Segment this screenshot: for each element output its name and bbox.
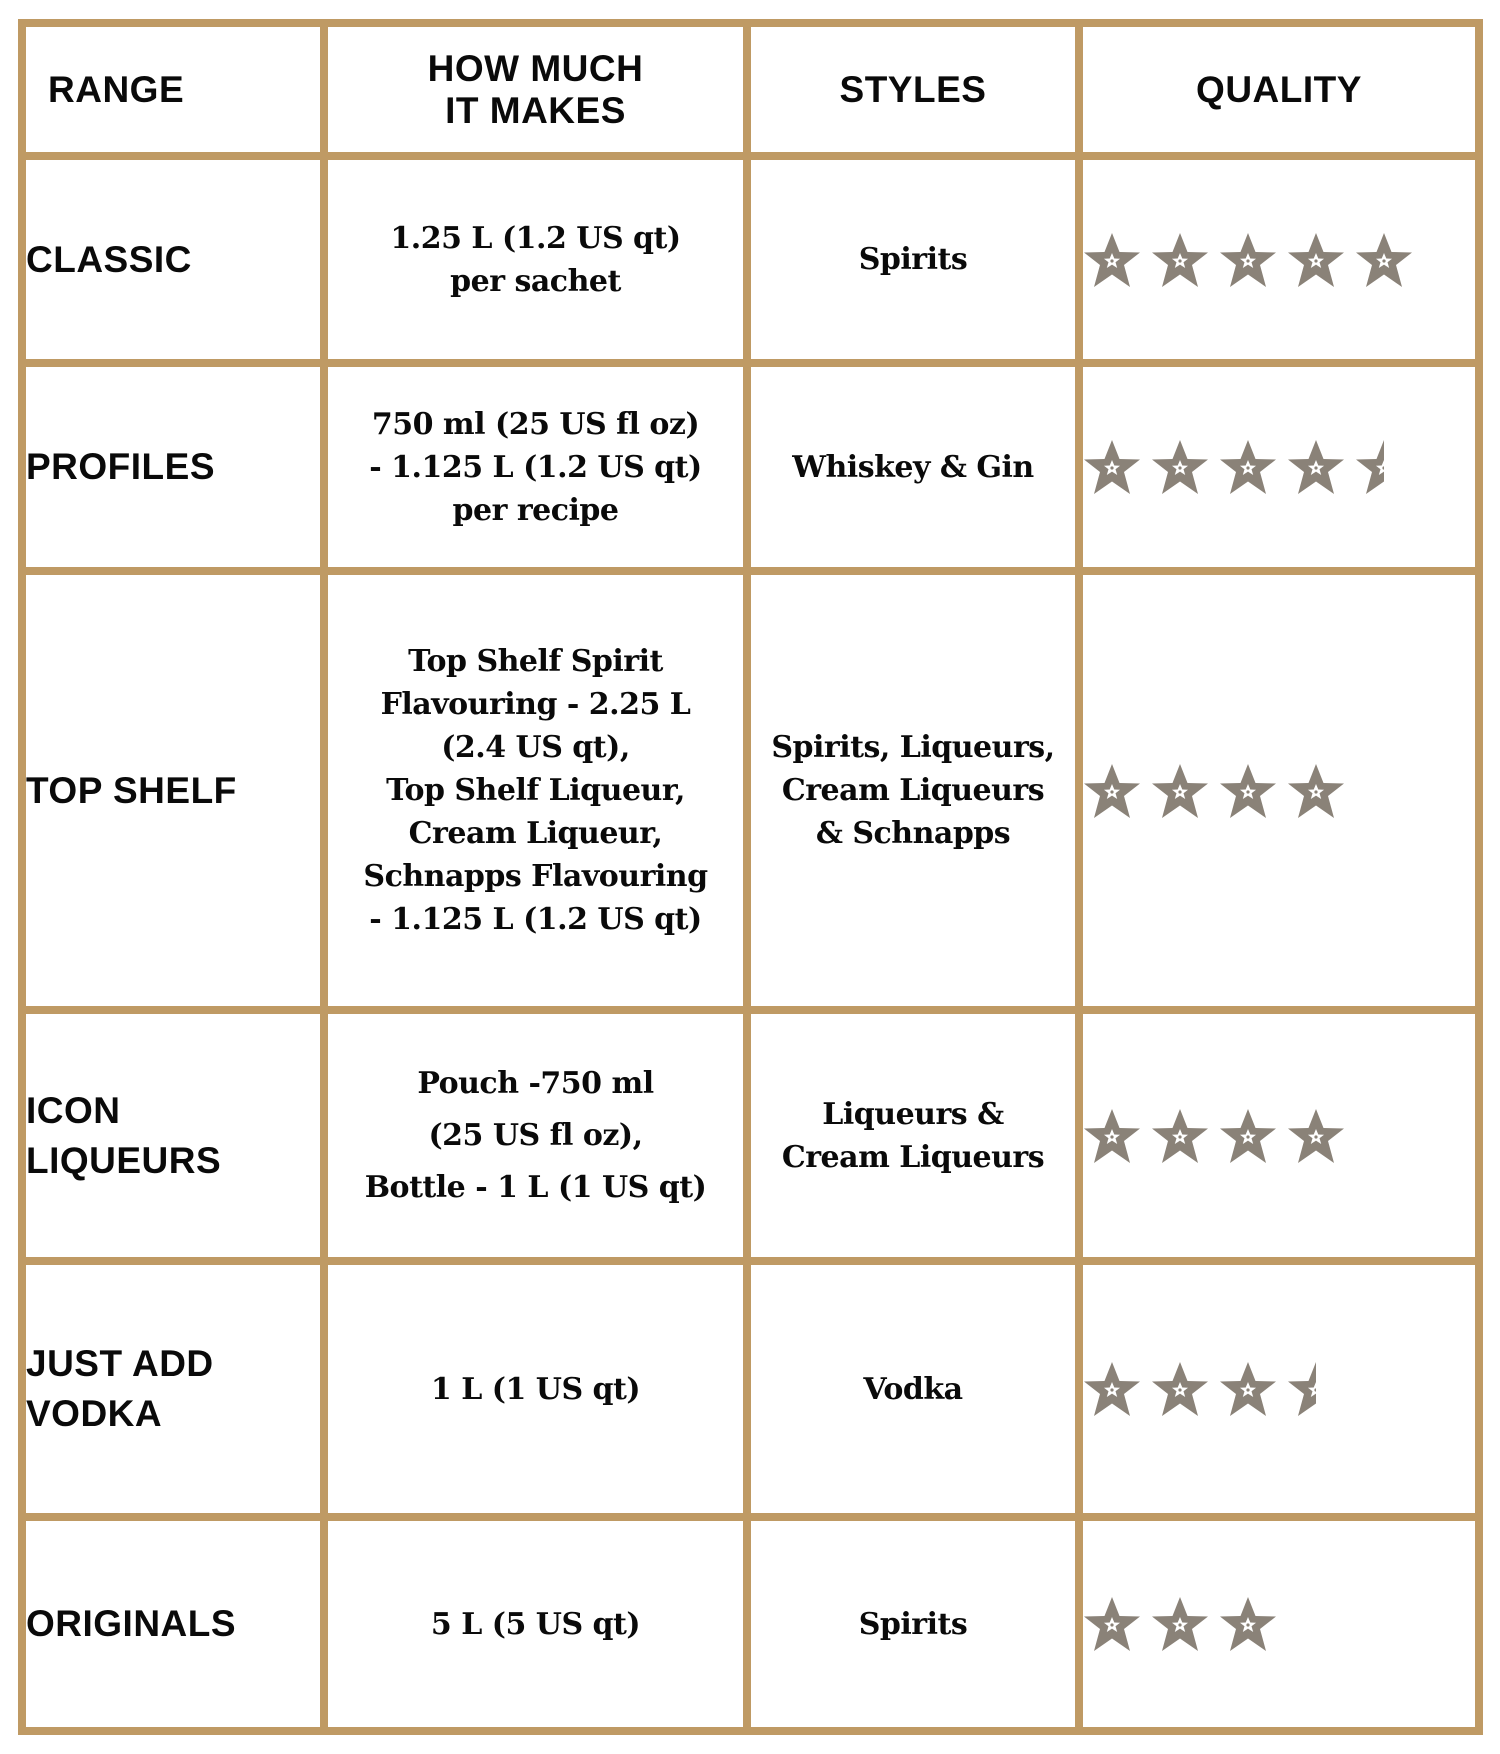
range-name: VODKA <box>26 1393 163 1434</box>
styles-cell <box>747 1261 1079 1517</box>
range-name-cell <box>22 1261 324 1517</box>
header-quality <box>1079 23 1479 156</box>
styles-text: & Schnapps <box>815 816 1011 851</box>
styles-text: Cream Liqueurs <box>781 1139 1045 1175</box>
table-row <box>22 363 1479 571</box>
how-much-text: 1.25 L (1.2 US qt) <box>390 220 681 256</box>
range-name: JUST ADD <box>26 1343 214 1384</box>
how-much-text: 1 L (1 US qt) <box>430 1371 641 1407</box>
star-icon <box>1083 439 1141 495</box>
how-much-text: Schnapps Flavouring <box>363 859 708 894</box>
star-icon <box>1287 439 1345 495</box>
header-how-much-line1: HOW MUCH <box>427 47 644 89</box>
styles-cell <box>747 1517 1079 1731</box>
how-much-text: Flavouring - 2.25 L <box>380 687 691 722</box>
star-icon <box>1355 232 1413 288</box>
quality-rating <box>1079 1261 1479 1517</box>
how-much-text: Pouch -750 ml <box>417 1065 654 1101</box>
styles-text: Spirits <box>858 242 968 277</box>
styles-text: Vodka <box>863 1371 963 1407</box>
header-row <box>22 23 1479 156</box>
how-much-text: per sachet <box>450 263 621 299</box>
how-much-text: 5 L (5 US qt) <box>430 1606 641 1642</box>
styles-text: Spirits, Liqueurs, <box>771 730 1055 765</box>
star-icon <box>1219 1361 1277 1417</box>
how-much-cell <box>324 363 747 571</box>
how-much-text: per recipe <box>452 492 619 528</box>
how-much-text: Top Shelf Liqueur, <box>386 773 685 808</box>
star-icon <box>1287 763 1345 819</box>
star-icon <box>1083 1108 1141 1164</box>
star-icon <box>1151 439 1209 495</box>
table-row <box>22 1517 1479 1731</box>
star-icon <box>1219 763 1277 819</box>
half-star-icon <box>1355 439 1384 495</box>
how-much-cell <box>324 1261 747 1517</box>
styles-cell <box>747 363 1079 571</box>
star-icon <box>1219 1108 1277 1164</box>
how-much-cell <box>324 1517 747 1731</box>
quality-rating <box>1079 1517 1479 1731</box>
styles-cell <box>747 156 1079 363</box>
range-name: TOP SHELF <box>26 769 237 811</box>
table-row <box>22 156 1479 363</box>
star-icon <box>1219 232 1277 288</box>
styles-cell <box>747 1010 1079 1261</box>
range-name: LIQUEURS <box>26 1139 222 1181</box>
star-icon <box>1083 1361 1141 1417</box>
range-name: CLASSIC <box>26 238 192 280</box>
quality-rating <box>1079 1010 1479 1261</box>
range-name-cell <box>22 156 324 363</box>
star-icon <box>1083 763 1141 819</box>
header-range <box>22 23 324 156</box>
table-row <box>22 1010 1479 1261</box>
how-much-text: Bottle - 1 L (1 US qt) <box>364 1169 707 1205</box>
how-much-cell <box>324 1010 747 1261</box>
star-icon <box>1151 1108 1209 1164</box>
range-name-cell <box>22 1517 324 1731</box>
range-name: PROFILES <box>26 446 216 487</box>
how-much-text: (25 US fl oz), <box>428 1117 643 1153</box>
header-styles-label: STYLES <box>839 68 987 110</box>
header-how-much <box>324 23 747 156</box>
range-name: ICON <box>26 1089 121 1131</box>
range-name-cell <box>22 363 324 571</box>
range-name-cell <box>22 571 324 1010</box>
how-much-text: - 1.125 L (1.2 US qt) <box>369 449 702 485</box>
range-name-cell <box>22 1010 324 1261</box>
how-much-text: Top Shelf Spirit <box>408 644 663 679</box>
header-how-much-line2: IT MAKES <box>445 89 626 131</box>
star-icon <box>1083 1596 1141 1652</box>
how-much-cell <box>324 156 747 363</box>
star-icon <box>1219 439 1277 495</box>
styles-cell <box>747 571 1079 1010</box>
star-icon <box>1151 1596 1209 1652</box>
quality-rating <box>1079 571 1479 1010</box>
star-icon <box>1151 763 1209 819</box>
range-name: ORIGINALS <box>26 1603 237 1644</box>
how-much-cell <box>324 571 747 1010</box>
star-icon <box>1151 232 1209 288</box>
header-range-label: RANGE <box>48 68 185 110</box>
styles-text: Whiskey & Gin <box>792 449 1034 485</box>
header-quality-label: QUALITY <box>1196 68 1362 110</box>
star-icon <box>1083 232 1141 288</box>
how-much-text: Cream Liqueur, <box>408 816 663 851</box>
styles-text: Liqueurs & <box>822 1096 1004 1132</box>
comparison-table <box>18 19 1483 1735</box>
star-icon <box>1219 1596 1277 1652</box>
how-much-text: (2.4 US qt), <box>441 730 630 765</box>
quality-rating <box>1079 156 1479 363</box>
table-row <box>22 1261 1479 1517</box>
star-icon <box>1287 232 1345 288</box>
quality-rating <box>1079 363 1479 571</box>
star-icon <box>1287 1108 1345 1164</box>
how-much-text: - 1.125 L (1.2 US qt) <box>369 902 702 937</box>
styles-text: Cream Liqueurs <box>781 773 1045 808</box>
styles-text: Spirits <box>858 1606 968 1642</box>
table-row <box>22 571 1479 1010</box>
half-star-icon <box>1287 1361 1316 1417</box>
header-styles <box>747 23 1079 156</box>
how-much-text: 750 ml (25 US fl oz) <box>371 406 700 442</box>
star-icon <box>1151 1361 1209 1417</box>
